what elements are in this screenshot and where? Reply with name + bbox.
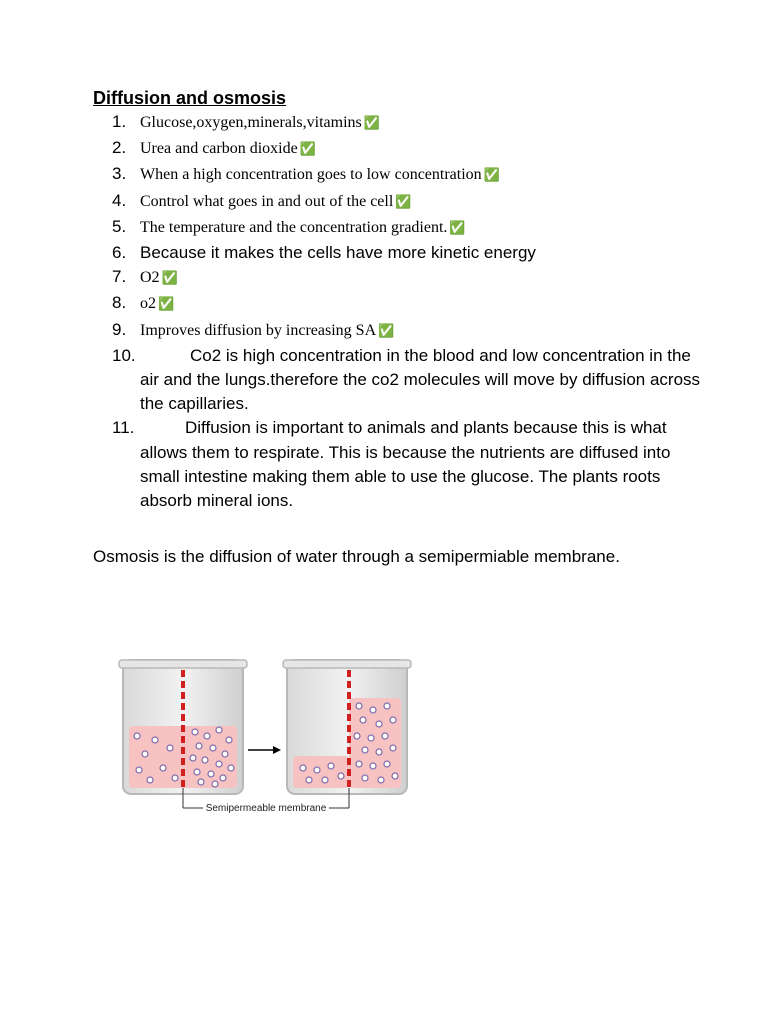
list-number: 6.: [112, 243, 127, 263]
list-text: O2: [140, 269, 160, 287]
list-number: 11.: [112, 418, 135, 438]
list-item: [112, 215, 712, 241]
list-item: [112, 265, 712, 291]
membrane-label: Semipermeable membrane: [205, 803, 327, 814]
osmosis-beaker-diagram: [115, 650, 415, 820]
list-text: Glucose,oxygen,minerals,vitamins: [140, 114, 362, 131]
beaker-before: [119, 660, 247, 794]
list-text: Diffusion is important to animals and plants because this is what allows them to respirate. This is because the nutrients are diffused into small intestine making them able to use the glucose. The plants roots absorb mineral ions.: [140, 418, 671, 511]
check-icon: ✅: [378, 323, 395, 339]
list-number: 1.: [112, 112, 127, 131]
answer-list: [112, 110, 712, 513]
list-item: [112, 162, 712, 188]
list-item: [112, 110, 712, 136]
check-icon: ✅: [363, 116, 380, 131]
list-text: Improves diffusion by increasing SA: [140, 321, 377, 339]
list-item: [112, 136, 712, 162]
list-text: Urea and carbon dioxide: [140, 140, 298, 158]
check-icon: ✅: [299, 142, 316, 158]
document-title: Diffusion and osmosis: [93, 88, 287, 108]
arrow-right-icon: [248, 746, 281, 754]
list-item: [112, 291, 712, 317]
list-number: 8.: [112, 293, 127, 313]
list-item: [112, 189, 712, 215]
check-icon: ✅: [483, 168, 500, 184]
list-text: When a high concentration goes to low concentration: [140, 166, 482, 184]
list-item: [112, 318, 712, 344]
list-item: [112, 416, 712, 513]
list-text: Because it makes the cells have more kinetic energy: [140, 243, 536, 263]
list-item: [112, 241, 712, 265]
check-icon: ✅: [449, 220, 466, 236]
list-number: 7.: [112, 267, 127, 287]
solution-after-left: [293, 756, 349, 788]
beaker-after: [283, 660, 411, 794]
list-number: 3.: [112, 164, 127, 184]
list-text: Co2 is high concentration in the blood and low concentration in the air and the lungs.therefore the co2 molecules will move by diffusion across the capillaries.: [140, 345, 701, 414]
osmosis-definition: Osmosis is the diffusion of water through a semipermiable membrane.: [93, 547, 620, 566]
list-number: 9.: [112, 319, 127, 339]
list-item: [112, 344, 712, 417]
list-number: 2.: [112, 138, 127, 158]
check-icon: ✅: [158, 297, 175, 313]
list-text: Control what goes in and out of the cell: [140, 192, 394, 210]
check-icon: ✅: [395, 194, 412, 210]
list-text: o2: [140, 295, 156, 313]
check-icon: ✅: [161, 271, 178, 287]
list-number: 4.: [112, 190, 127, 210]
list-text: The temperature and the concentration gradient.: [140, 218, 448, 236]
list-number: 5.: [112, 216, 127, 236]
list-number: 10.: [112, 345, 136, 365]
